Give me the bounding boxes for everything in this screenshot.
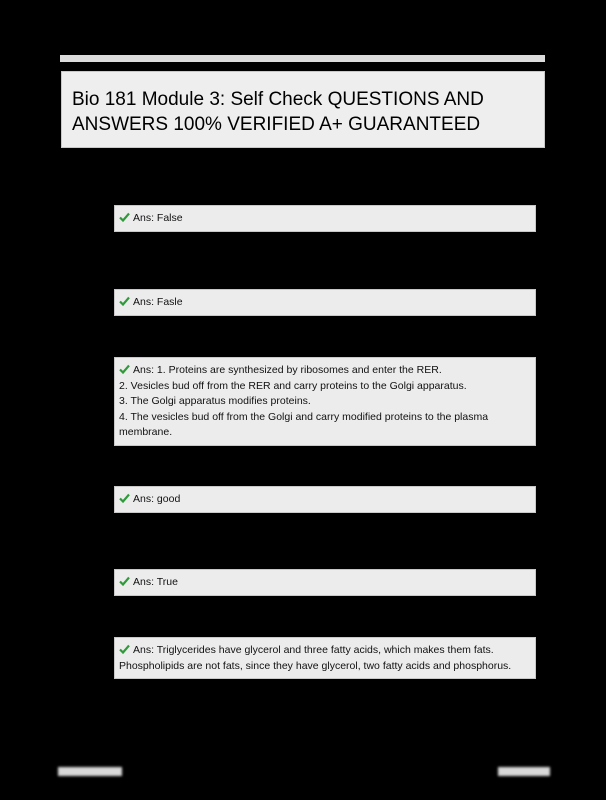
answer-text: Ans: Triglycerides have glycerol and three fatty acids, which makes them fats. Phospholipids are not fats, since they have glycerol, two fatty acids and phosphorus. — [119, 644, 512, 672]
answer-text: Ans: False — [133, 212, 183, 224]
answer-text: Ans: 1. Proteins are synthesized by ribosomes and enter the RER. — [133, 364, 442, 376]
answer-line — [119, 363, 531, 379]
check-icon — [119, 296, 130, 306]
top-rule — [60, 55, 545, 62]
footer-page-number — [498, 767, 550, 776]
check-icon — [119, 576, 130, 586]
answer-line — [119, 575, 531, 591]
title-box — [61, 71, 545, 148]
document-title: Bio 181 Module 3: Self Check QUESTIONS AND ANSWERS 100% VERIFIED A+ GUARANTEED — [72, 89, 484, 135]
check-icon — [119, 212, 130, 222]
check-icon — [119, 493, 130, 503]
answer-line — [119, 295, 531, 311]
answer-box-6 — [114, 637, 536, 679]
check-icon — [119, 644, 130, 654]
answer-line — [119, 643, 531, 674]
answer-text: Ans: True — [133, 576, 178, 588]
answer-box-2 — [114, 289, 536, 316]
answer-box-5 — [114, 569, 536, 596]
answer-box-3 — [114, 357, 536, 446]
answer-text: Ans: Fasle — [133, 296, 183, 308]
answer-line: 4. The vesicles bud off from the Golgi and carry modified proteins to the plasma membrane. — [119, 410, 491, 438]
answer-line: 3. The Golgi apparatus modifies proteins. — [119, 395, 311, 407]
answer-line — [119, 492, 531, 508]
answer-line — [119, 211, 531, 227]
answer-box-1 — [114, 205, 536, 232]
answer-box-4 — [114, 486, 536, 513]
footer-watermark-left — [58, 767, 122, 776]
answer-text: Ans: good — [133, 493, 181, 505]
answer-line: 2. Vesicles bud off from the RER and carry proteins to the Golgi apparatus. — [119, 379, 467, 392]
check-icon — [119, 364, 130, 374]
